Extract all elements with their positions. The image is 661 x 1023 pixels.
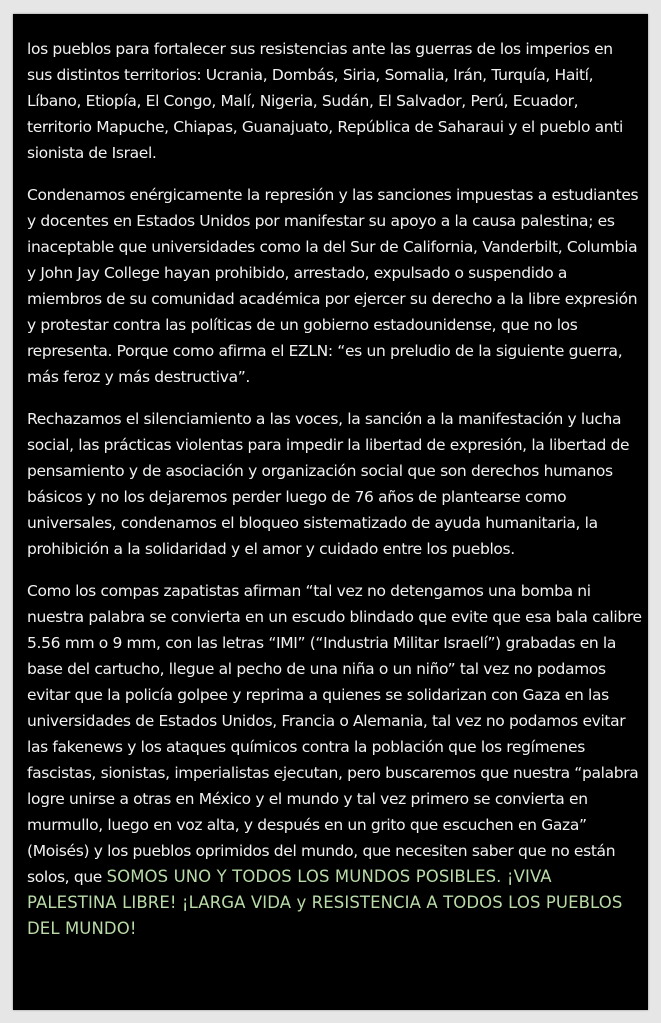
paragraph-1: los pueblos para fortalecer sus resistencias ante las guerras de los imperios en sus distintos territorios: Ucrania, Dombás, Siria, Somalia, Irán, Turquía, Haití, Líbano, Etiopía, El Congo, Malí, Nigeria, Sudán, El Salvador, Perú, Ecuador, territorio Mapuche, Chiapas, Guanajuato, República de Saharaui y el pueblo anti sionista de Israel. bbox=[27, 40, 623, 162]
document-body bbox=[27, 36, 642, 958]
paragraph-4 bbox=[27, 578, 642, 942]
closing-slogan: SOMOS UNO Y TODOS LOS MUNDOS POSIBLES. ¡VIVA PALESTINA LIBRE! ¡LARGA VIDA y RESISTENCIA A TODOS LOS PUEBLOS DEL MUNDO! bbox=[27, 867, 623, 938]
document-page bbox=[13, 14, 648, 1010]
paragraph-3: Rechazamos el silenciamiento a las voces, la sanción a la manifestación y lucha social, las prácticas violentas para impedir la libertad de expresión, la libertad de pensamiento y de asociación y organización social que son derechos humanos básicos y no los dejaremos perder luego de 76 años de plantearse como universales, condenamos el bloqueo sistematizado de ayuda humanitaria, la prohibición a la solidaridad y el amor y cuidado entre los pueblos. bbox=[27, 410, 630, 558]
paragraph-2: Condenamos enérgicamente la represión y las sanciones impuestas a estudiantes y docentes en Estados Unidos por manifestar su apoyo a la causa palestina; es inaceptable que universidades como la del Sur de California, Vanderbilt, Columbia y John Jay College hayan prohibido, arrestado, expulsado o suspendido a miembros de su comunidad académica por ejercer su derecho a la libre expresión y protestar contra las políticas de un gobierno estadounidense, que no los representa. Porque como afirma el EZLN: “es un preludio de la siguiente guerra, más feroz y más destructiva”. bbox=[27, 186, 639, 386]
paragraph-4-text: Como los compas zapatistas afirman “tal vez no detengamos una bomba ni nuestra palabra se convierta en un escudo blindado que evite que esa bala calibre 5.56 mm o 9 mm, con las letras “IMI” (“Industria Militar Israelí”) grabadas en la base del cartucho, llegue al pecho de una niña o un niño” tal vez no podamos evitar que la policía golpee y reprima a quienes se solidarizan con Gaza en las universidades de Estados Unidos, Francia o Alemania, tal vez no podamos evitar las fakenews y los ataques químicos contra la población que los regímenes fascistas, sionistas, imperialistas ejecutan, pero buscaremos que nuestra “palabra logre unirse a otras en México y el mundo y tal vez primero se convierta en murmullo, luego en voz alta, y después en un grito que escuchen en Gaza” (Moisés) y los pueblos oprimidos del mundo, que necesiten saber que no están solos, que bbox=[27, 582, 642, 886]
